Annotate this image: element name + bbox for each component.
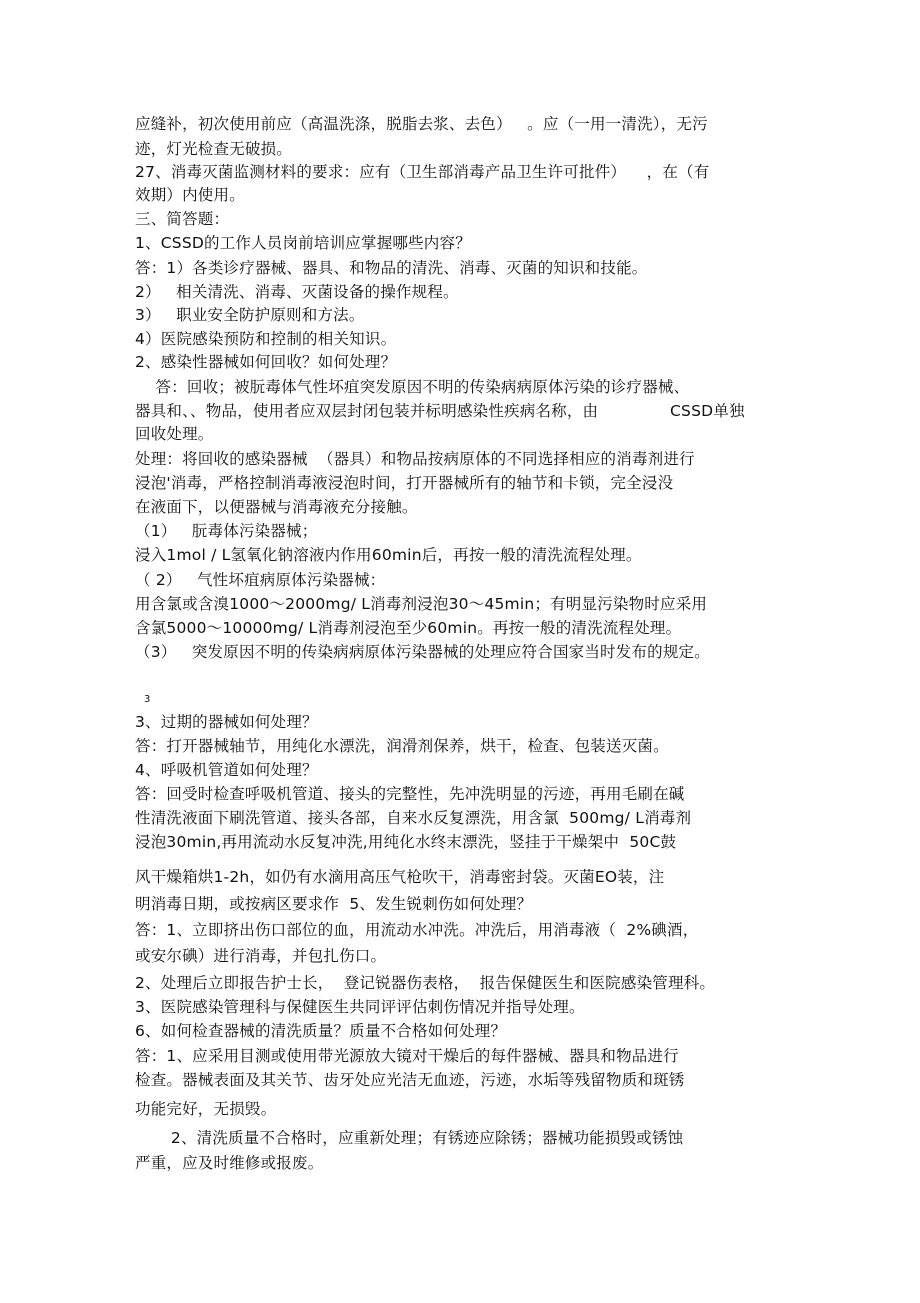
- text-line: 或安尔碘）进行消毒，并包扎伤口。: [135, 947, 387, 965]
- text-line: 浸泡'消毒，严格控制消毒液浸泡时间，打开器械所有的轴节和卡锁，完全浸没: [135, 474, 674, 492]
- text-line: （1） 朊毒体污染器械；: [135, 522, 318, 540]
- text-line: 27、消毒灭菌监测材料的要求：应有（卫生部消毒产品卫生许可批件） ，在（有: [135, 163, 710, 181]
- text-line: 答：打开器械轴节，用纯化水漂洗，润滑剂保养，烘干，检查、包装送灭菌。: [135, 737, 669, 755]
- text-line: 迹，灯光检查无破损。: [135, 140, 293, 158]
- text-line: 2） 相关清洗、消毒、灭菌设备的操作规程。: [135, 283, 459, 301]
- text-line: 性清洗液面下刷洗管道、接头各部，自来水反复漂洗，用含氯 500mg/ L消毒剂: [135, 809, 692, 827]
- text-line: 浸入1mol / L氢氧化钠溶液内作用60min后，再按一般的清洗流程处理。: [135, 546, 642, 564]
- text-line: 2、清洗质量不合格时，应重新处理；有锈迹应除锈；器械功能损毁或锈蚀: [135, 1129, 684, 1147]
- text-line: 检查。器械表面及其关节、齿牙处应光洁无血迹，污迹，水垢等残留物质和斑锈: [135, 1071, 685, 1089]
- text-line: 回收处理。: [135, 425, 214, 443]
- text-line: 严重，应及时维修或报废。: [135, 1154, 324, 1172]
- text-line: 答：回收；被朊毒体气性坏疽突发原因不明的传染病病原体污染的诊疗器械、: [135, 378, 690, 396]
- text-line: 浸泡30min,再用流动水反复冲洗,用纯化水终末漂洗，竖挂于干燥架中 50C鼓: [135, 833, 677, 851]
- text-line: 效期）内使用。: [135, 186, 245, 204]
- page-number: 3: [144, 694, 151, 705]
- question-line: 2、感染性器械如何回收？如何处理？: [135, 353, 397, 371]
- text-line: （ 2） 气性坏疽病原体污染器械：: [135, 571, 386, 589]
- text-line: 功能完好，无损毁。: [135, 1100, 277, 1118]
- text-line: 含氯5000～10000mg/ L消毒剂浸泡至少60min。再按一般的清洗流程处理。: [135, 619, 682, 637]
- text-line: 明消毒日期，或按病区要求作 5、发生锐刺伤如何处理？: [135, 895, 533, 913]
- text-line: 风干燥箱烘1-2h，如仍有水滴用高压气枪吹干，消毒密封袋。灭菌EO装，注: [135, 868, 665, 886]
- text-line: 处理：将回收的感染器械 （器具）和物品按病原体的不同选择相应的消毒剂进行: [135, 450, 695, 468]
- text-line: 应缝补，初次使用前应（高温洗涤，脱脂去浆、去色） 。应（一用一清洗），无污: [135, 115, 708, 133]
- section-heading: 三、简答题：: [135, 210, 230, 228]
- question-line: 3、过期的器械如何处理？: [135, 713, 318, 731]
- text-line: 答：1、应采用目测或使用带光源放大镜对干燥后的每件器械、器具和物品进行: [135, 1047, 679, 1065]
- text-line: 2、处理后立即报告护士长， 登记锐器伤表格， 报告保健医生和医院感染管理科。: [135, 974, 716, 992]
- text-line: 3、医院感染管理科与保健医生共同评评估刺伤情况并指导处理。: [135, 998, 585, 1016]
- text-line: 3） 职业安全防护原则和方法。: [135, 306, 365, 324]
- text-line: 用含氯或含溴1000～2000mg/ L消毒剂浸泡30～45min；有明显污染物时应采用: [135, 595, 708, 613]
- text-line: 答：回受时检查呼吸机管道、接头的完整性，先冲洗明显的污迹，再用毛刷在碱: [135, 785, 685, 803]
- text-line: 答：1）各类诊疗器械、器具、和物品的清洗、消毒、灭菌的知识和技能。: [135, 259, 648, 277]
- text-line: 器具和、、物品，使用者应双层封闭包装并标明感染性疾病名称，由 CSSD单独: [135, 402, 745, 420]
- question-line: 4、呼吸机管道如何处理？: [135, 761, 318, 779]
- text-line: 在液面下，以便器械与消毒液充分接触。: [135, 498, 418, 516]
- text-line: （3） 突发原因不明的传染病病原体污染器械的处理应符合国家当时发布的规定。: [135, 643, 710, 661]
- question-line: 6、如何检查器械的清洗质量？质量不合格如何处理？: [135, 1022, 507, 1040]
- text-line: 答：1、立即挤出伤口部位的血，用流动水冲洗。冲洗后，用消毒液（ 2%碘酒，: [135, 921, 699, 939]
- question-line: 1、CSSD的工作人员岗前培训应掌握哪些内容？: [135, 234, 471, 252]
- text-line: 4）医院感染预防和控制的相关知识。: [135, 330, 397, 348]
